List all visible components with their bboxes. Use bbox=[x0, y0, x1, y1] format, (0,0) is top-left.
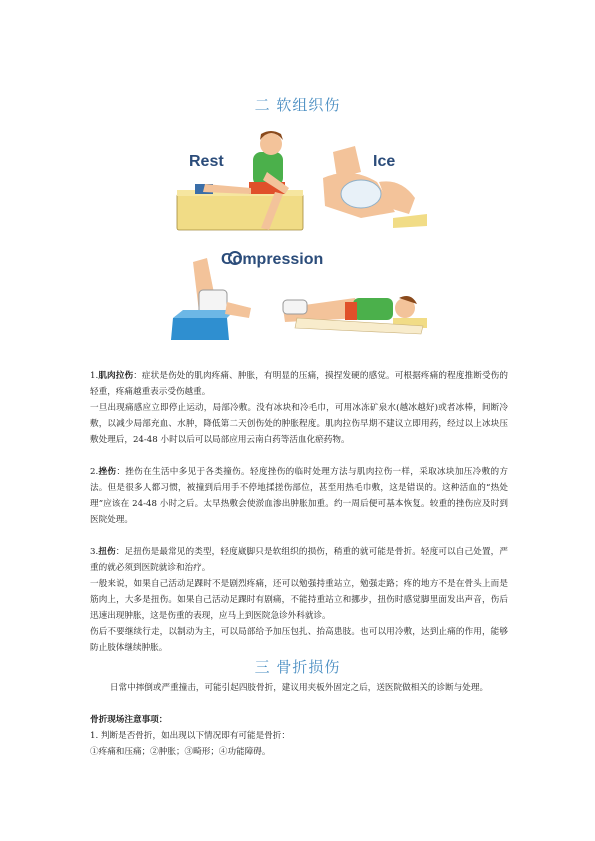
section-3-title: 三 骨折损伤 bbox=[254, 658, 341, 676]
p3-num: 3. bbox=[90, 547, 99, 557]
paragraph-sprain-care: 伤后不要继续行走，以制动为主，可以局部给予加压包扎、抬高患肢。也可以用冷敷，达到止痛的作用，能够防止肢体继续肿胀。 bbox=[90, 627, 508, 653]
p1-num: 1. bbox=[90, 371, 99, 381]
compression-label: Compression bbox=[221, 251, 324, 268]
fracture-note-1: 1. 判断是否骨折，如出现以下情况即有可能是骨折： bbox=[90, 731, 290, 741]
fracture-notes-title-text: 骨折现场注意事项： bbox=[90, 715, 168, 725]
fracture-notes-title bbox=[90, 712, 508, 728]
ice-panel bbox=[323, 146, 427, 228]
p3-term: 扭伤 bbox=[98, 547, 116, 557]
paragraph-muscle-strain bbox=[90, 368, 508, 400]
fracture-note-1-items: ①疼痛和压痛；②肿胀；③畸形；④功能障碍。 bbox=[90, 747, 271, 757]
p1-text: ：症状是伤处的肌肉疼痛、肿胀，有明显的压痛，摸捏发硬的感觉。可根据疼痛的程度推断受伤的轻重，疼痛越重表示受伤越重。 bbox=[90, 371, 508, 397]
p2-num: 2. bbox=[90, 467, 99, 477]
paragraph-sprain bbox=[90, 544, 508, 576]
rice-illustration bbox=[165, 122, 435, 350]
p2-term: 挫伤 bbox=[98, 467, 117, 477]
p3-text: ：足扭伤是最常见的类型，轻度崴脚只是软组织的损伤，稍重的就可能是骨折。轻度可以自己处置，严重的就必须到医院就诊和治疗。 bbox=[90, 547, 508, 573]
p2-text: ：挫伤在生活中多见于各类撞伤。轻度挫伤的临时处理方法与肌肉拉伤一样，采取冰块加压冷敷的方法。但是很多人都习惯，被撞到后用手不停地揉搓伤部位，甚至用热毛巾敷，这是错误的。这种活血的“热处理”应该在 24-48 小时之后。太早热敷会使淤血渗出肿胀加重。约一周后便可基本恢复。较重的挫伤应及时到医院处理。 bbox=[90, 467, 508, 525]
paragraph-fracture-intro: 日常中摔倒或严重撞击，可能引起四肢骨折，建议用夹板外固定之后，送医院做相关的诊断与处理。 bbox=[109, 683, 489, 693]
ice-label: Ice bbox=[373, 153, 396, 170]
section-2-title: 二 软组织伤 bbox=[254, 96, 341, 114]
paragraph-muscle-strain-treatment: 一旦出现痛感应立即停止运动，局部冷敷。没有冰块和冷毛巾，可用冰冻矿泉水(越冰越好)或者冰棒，间断冷敷，以减少局部充血、水肿，降低第二天创伤处的肿胀程度。肌肉拉伤早期不建议立即用药，经过以上冰块压敷处理后，24-48 小时以后可以局部应用云南白药等活血化瘀药物。 bbox=[90, 403, 508, 445]
rest-panel bbox=[177, 131, 303, 230]
rest-label: Rest bbox=[189, 153, 224, 170]
paragraph-sprain-assessment: 一般来说，如果自己活动足踝时不是剧烈疼痛，还可以勉强持重站立，勉强走路；疼的地方不是在骨头上而是筋肉上，大多是扭伤。如果自己活动足踝时有剧痛，不能持重站立和挪步，扭伤时感觉脚里面发出声音，伤后迅速出现肿胀，这是伤重的表现，应马上到医院急诊外科就诊。 bbox=[90, 579, 508, 621]
p1-term: 肌肉拉伤 bbox=[98, 371, 134, 381]
compression-panel bbox=[171, 251, 427, 340]
paragraph-contusion bbox=[90, 464, 508, 528]
